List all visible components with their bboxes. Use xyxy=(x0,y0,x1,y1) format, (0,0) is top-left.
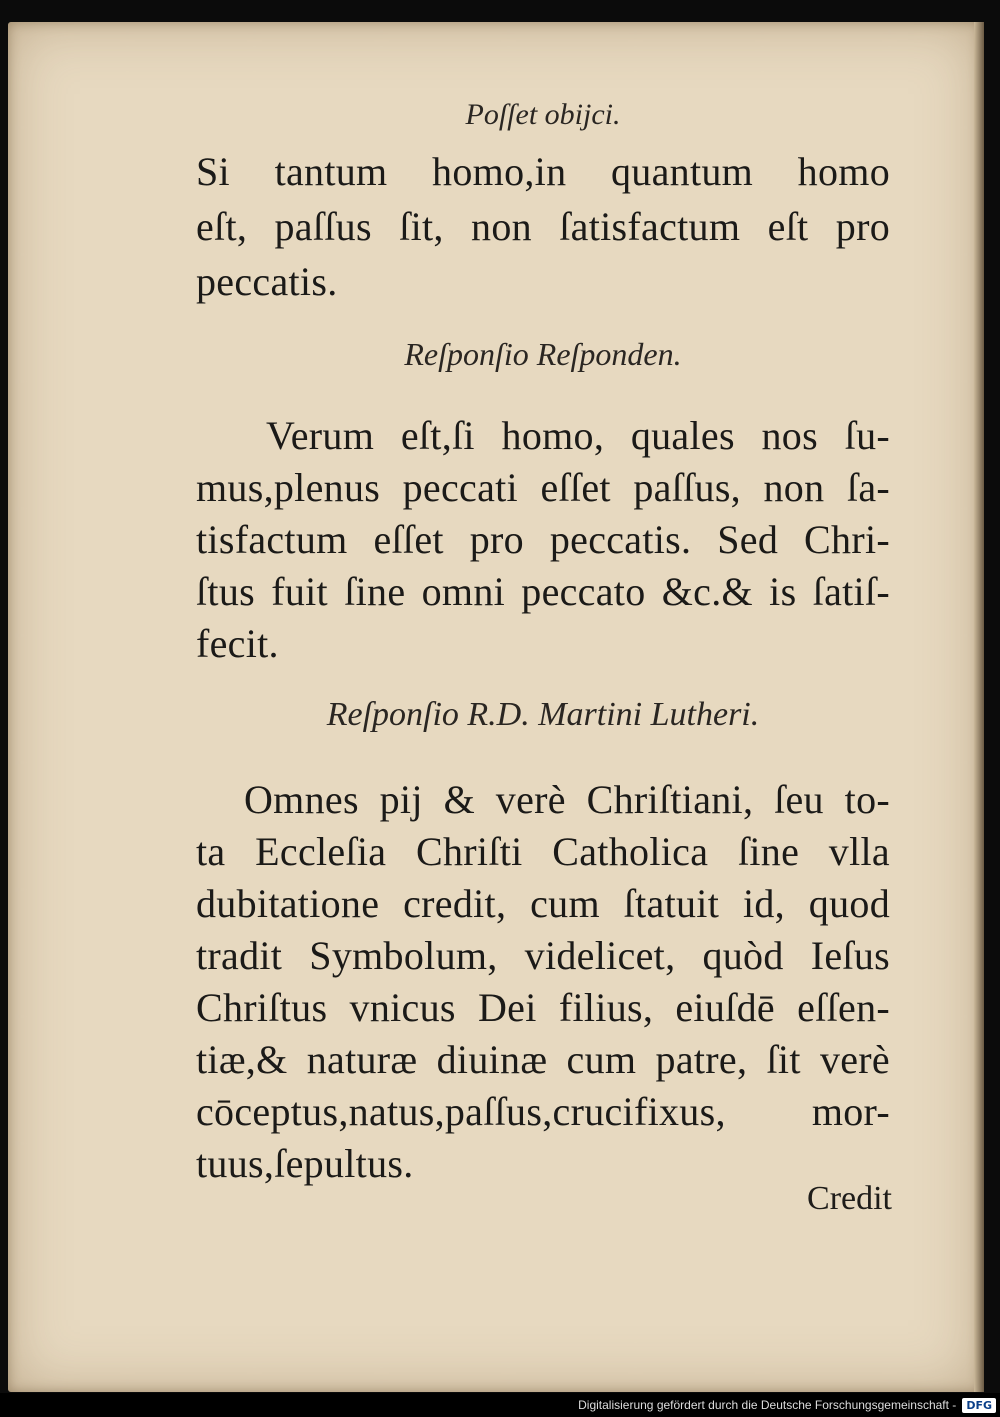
para3-line-8: tuus,ſepultus. xyxy=(196,1141,414,1186)
para2-line-2: mus,plenus peccati eſſet paſſus, non ſa- xyxy=(196,465,890,510)
para2-line-5: fecit. xyxy=(196,621,279,666)
para3-line-4: tradit Symbolum, videlicet, quòd Ieſus xyxy=(196,933,890,978)
para3-line-1: Omnes pij & verè Chriſtiani, ſeu to- xyxy=(244,777,890,822)
para3-line-6: tiæ,& naturæ diuinæ cum patre, ſit verè xyxy=(196,1037,890,1082)
para2-line-3: tisfactum eſſet pro peccatis. Sed Chri- xyxy=(196,517,890,562)
para2-line-4: ſtus fuit ſine omni peccato &c.& is ſatiſ- xyxy=(196,569,890,614)
para3-line-3: dubitatione credit, cum ſtatuit id, quod xyxy=(196,881,890,926)
para2-line-1: Verum eſt,ſi homo, quales nos ſu- xyxy=(266,413,890,458)
digitization-footer xyxy=(0,1393,1000,1417)
para1-line-1: Si tantum homo,in quantum homo xyxy=(196,149,890,194)
heading-responsio-lutheri: Reſponſio R.D. Martini Lutheri. xyxy=(326,696,760,733)
heading-posset-obijci: Poſſet obijci. xyxy=(465,98,621,131)
heading-responsio-responden: Reſponſio Reſponden. xyxy=(404,336,682,372)
para1-line-2: eſt, paſſus ſit, non ſatisfactum eſt pro xyxy=(196,204,890,249)
para3-line-7: cōceptus,natus,paſſus,crucifixus, mor- xyxy=(196,1089,890,1134)
para1-line-3: peccatis. xyxy=(196,259,338,304)
dfg-logo-icon: DFG xyxy=(962,1398,996,1413)
para3-line-2: ta Eccleſia Chriſti Catholica ſine vlla xyxy=(196,829,890,874)
catchword: Credit xyxy=(807,1180,892,1217)
footer-text: Digitalisierung gefördert durch die Deutsche Forschungsgemeinschaft - xyxy=(578,1398,957,1412)
para3-line-5: Chriſtus vnicus Dei filius, eiuſdē eſſen- xyxy=(196,985,890,1030)
